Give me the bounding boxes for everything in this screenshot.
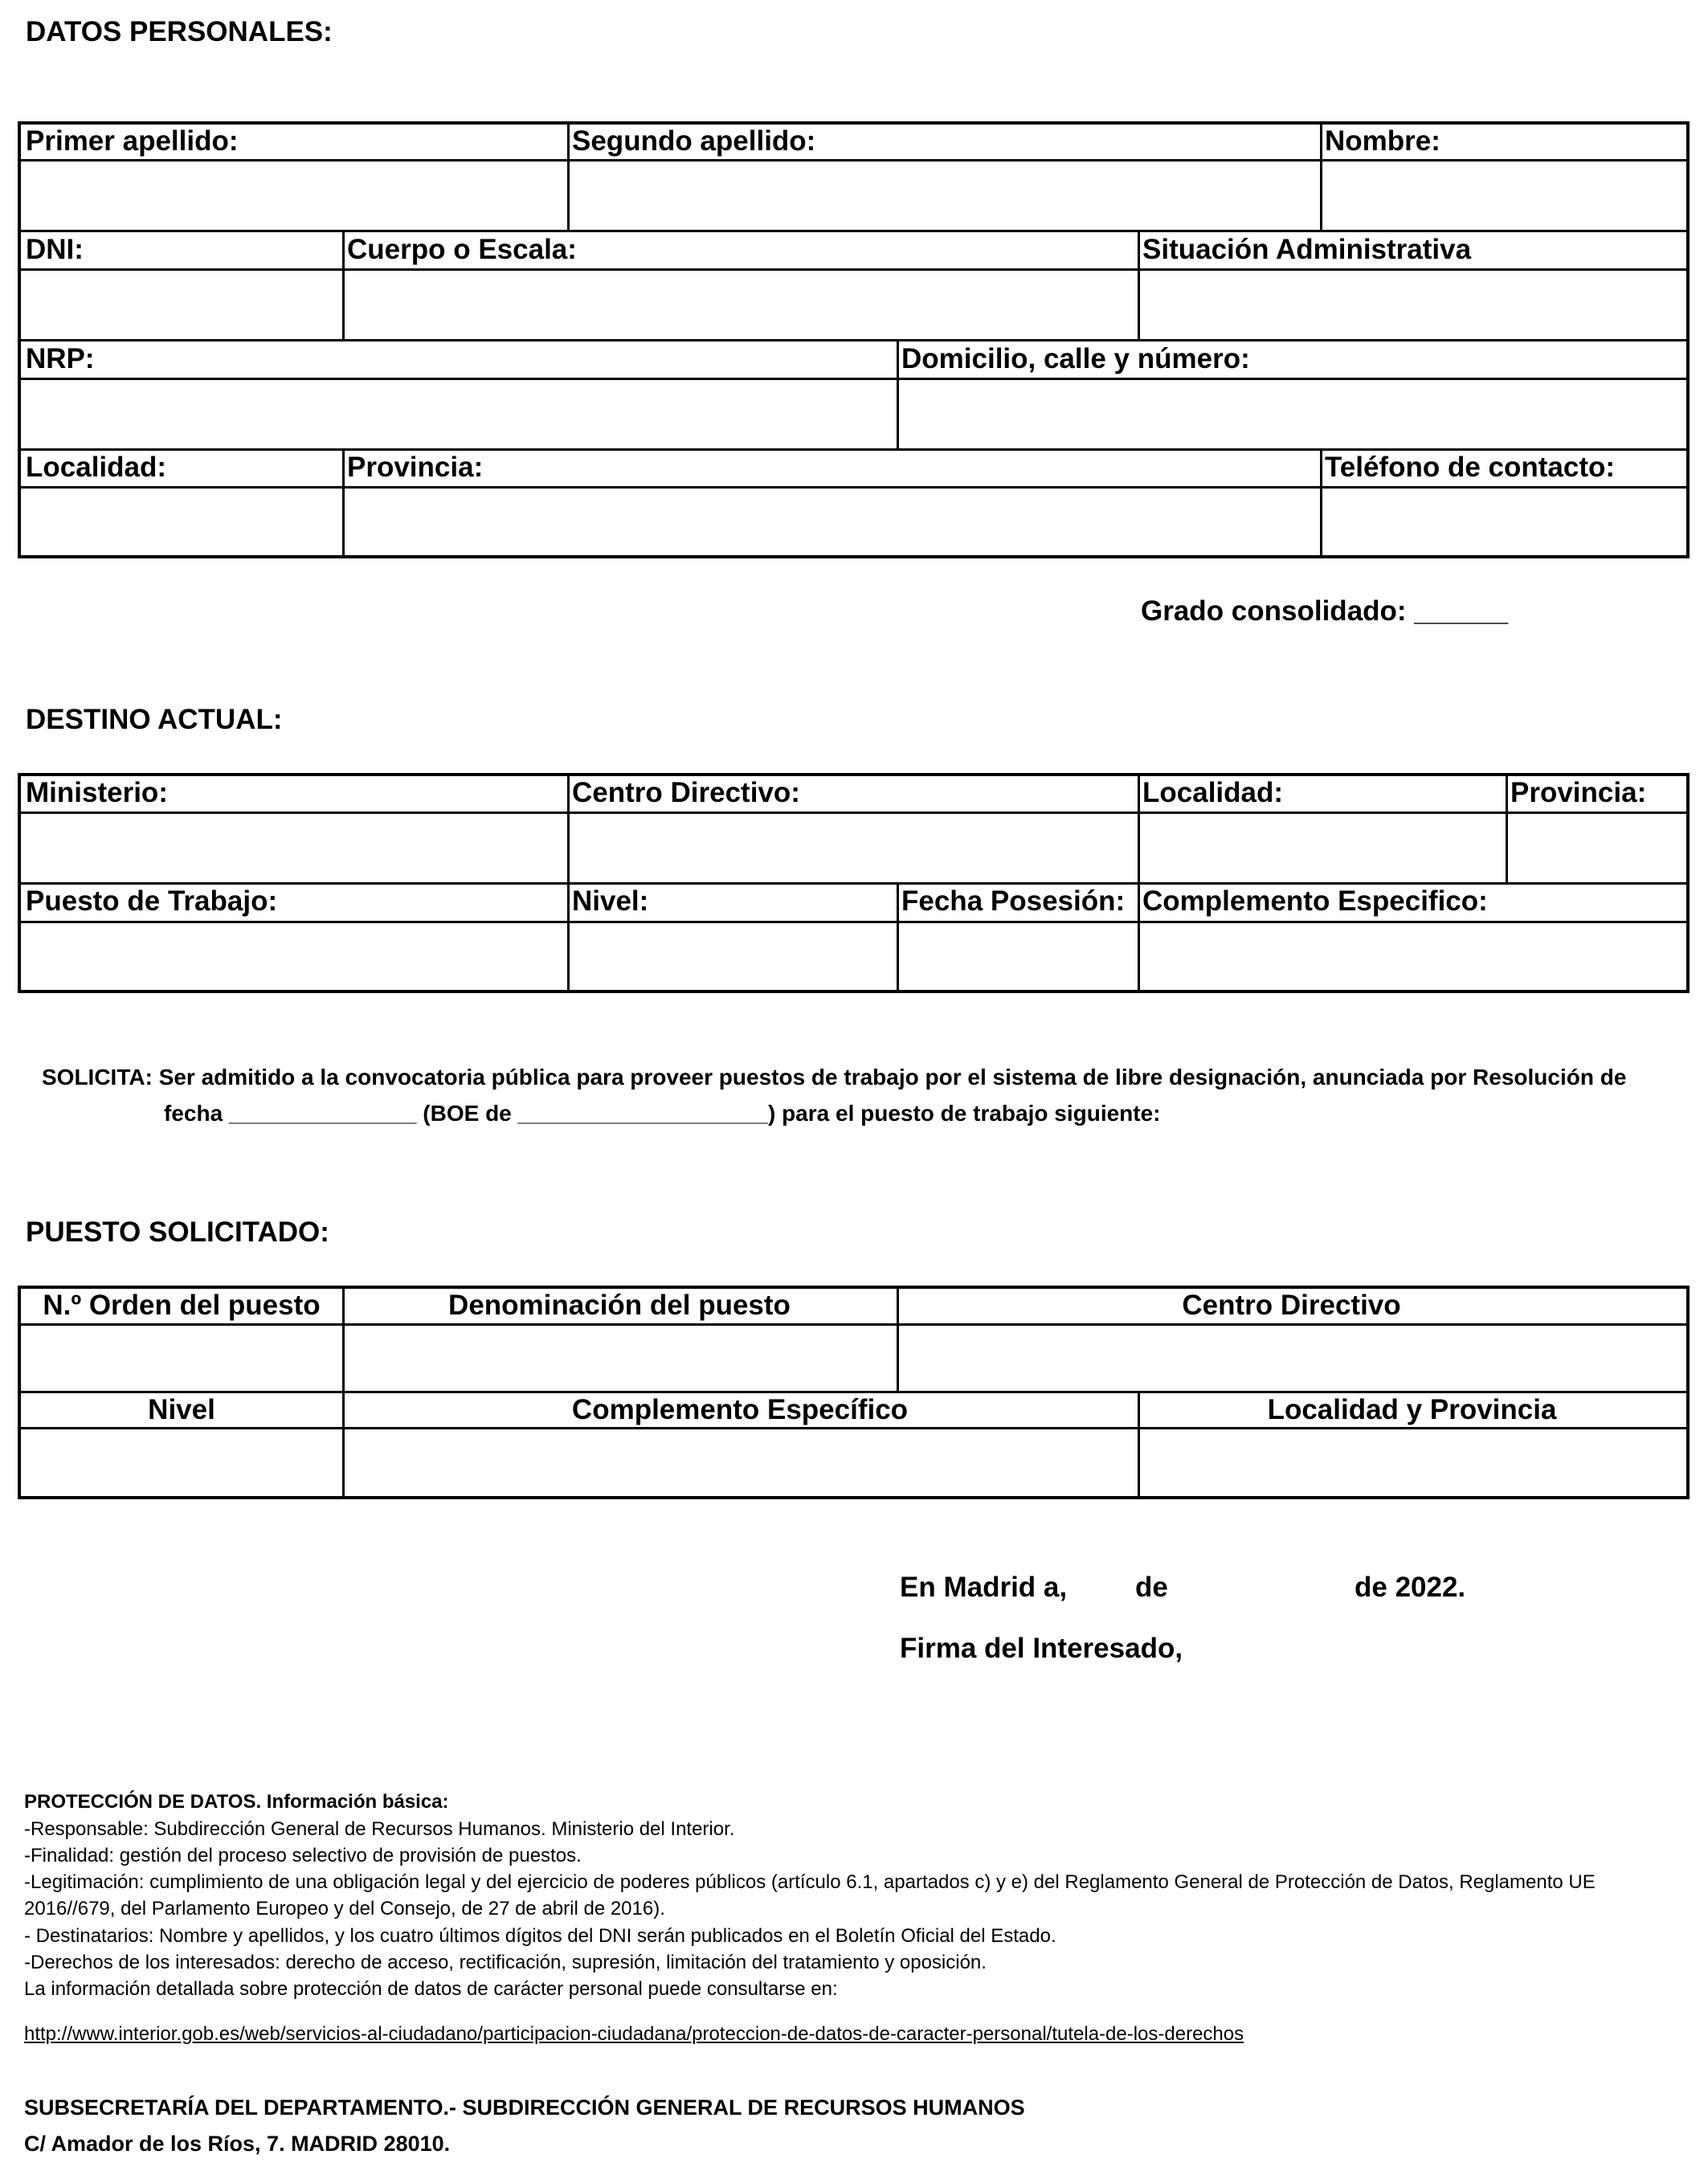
proteccion-line: - Destinatarios: Nombre y apellidos, y los cuatro últimos dígitos del DNI serán publicados en el Boletín Oficial del Estado. <box>24 1925 1056 1947</box>
proteccion-line: -Derechos de los interesados: derecho de acceso, rectificación, supresión, limitación del tratamiento y oposición. <box>24 1952 987 1973</box>
label-dni: DNI: <box>26 234 84 265</box>
grado-consolidado: Grado consolidado: ______ <box>1141 595 1509 627</box>
label-destino-localidad: Localidad: <box>1142 777 1284 808</box>
label-puesto-trabajo: Puesto de Trabajo: <box>26 885 278 917</box>
proteccion-line: -Responsable: Subdirección General de Recursos Humanos. Ministerio del Interior. <box>24 1818 735 1840</box>
section-title-puesto-solicitado: PUESTO SOLICITADO: <box>26 1216 329 1248</box>
label-denominacion-puesto: Denominación del puesto <box>448 1290 791 1321</box>
label-cuerpo-escala: Cuerpo o Escala: <box>347 234 577 265</box>
proteccion-line: -Legitimación: cumplimiento de una obligación legal y del ejercicio de poderes públicos (artículo 6.1, apartados c) y e) del Reglamento General de Protección de Datos, Reglamento UE <box>24 1871 1596 1893</box>
label-complemento-especifico: Complemento Especifico: <box>1142 885 1488 917</box>
label-localidad-provincia: Localidad y Provincia <box>1267 1394 1557 1425</box>
label-ministerio: Ministerio: <box>26 777 168 808</box>
proteccion-line: 2016//679, del Parlamento Europeo y del Consejo, de 27 de abril de 2016). <box>24 1898 665 1919</box>
label-puesto-nivel: Nivel <box>148 1394 215 1425</box>
solicita-line-2: fecha _______________ (BOE de ____________________) para el puesto de trabajo siguiente: <box>164 1101 1161 1126</box>
label-segundo-apellido: Segundo apellido: <box>572 125 816 157</box>
footer-department: SUBSECRETARÍA DEL DEPARTAMENTO.- SUBDIRECCIÓN GENERAL DE RECURSOS HUMANOS <box>24 2095 1025 2120</box>
firma-interesado: Firma del Interesado, <box>900 1633 1183 1664</box>
label-situacion-administrativa: Situación Administrativa <box>1142 234 1472 265</box>
label-orden-puesto: N.º Orden del puesto <box>43 1290 321 1321</box>
label-localidad: Localidad: <box>26 452 167 483</box>
label-puesto-centro-directivo: Centro Directivo <box>1182 1290 1401 1321</box>
proteccion-title: PROTECCIÓN DE DATOS. Información básica: <box>24 1791 449 1813</box>
label-telefono: Teléfono de contacto: <box>1325 452 1616 483</box>
label-destino-provincia: Provincia: <box>1510 777 1647 808</box>
proteccion-line: -Finalidad: gestión del proceso selectivo de provisión de puestos. <box>24 1845 582 1866</box>
label-fecha-posesion: Fecha Posesión: <box>901 885 1126 917</box>
personal-data-table <box>18 121 1690 558</box>
label-puesto-complemento: Complemento Específico <box>571 1394 909 1425</box>
label-nrp: NRP: <box>26 343 95 374</box>
de-year-text: de 2022. <box>1355 1572 1466 1603</box>
proteccion-url-link[interactable]: http://www.interior.gob.es/web/servicios-al-ciudadano/participacion-ciudadana/proteccion-de-datos-de-caracter-personal/tutela-de-los-derechos <box>24 2023 1244 2045</box>
section-title-destino-actual: DESTINO ACTUAL: <box>26 704 283 735</box>
section-title-datos-personales: DATOS PERSONALES: <box>26 16 333 47</box>
puesto-solicitado-table <box>18 1286 1690 1499</box>
label-nivel: Nivel: <box>572 885 649 917</box>
solicita-line-1: SOLICITA: Ser admitido a la convocatoria pública para proveer puestos de trabajo por el sistema de libre designación, anunciada por Resolución de <box>42 1065 1627 1090</box>
footer-address: C/ Amador de los Ríos, 7. MADRID 28010. <box>24 2132 451 2156</box>
label-nombre: Nombre: <box>1325 125 1440 157</box>
en-madrid-text: En Madrid a, <box>900 1572 1068 1603</box>
proteccion-line: La información detallada sobre protección de datos de carácter personal puede consultarse en: <box>24 1978 838 2000</box>
destino-actual-table <box>18 773 1690 993</box>
de-text-1: de <box>1135 1572 1168 1603</box>
label-provincia: Provincia: <box>347 452 484 483</box>
label-centro-directivo: Centro Directivo: <box>572 777 800 808</box>
label-domicilio: Domicilio, calle y número: <box>901 343 1250 374</box>
label-primer-apellido: Primer apellido: <box>26 125 239 157</box>
